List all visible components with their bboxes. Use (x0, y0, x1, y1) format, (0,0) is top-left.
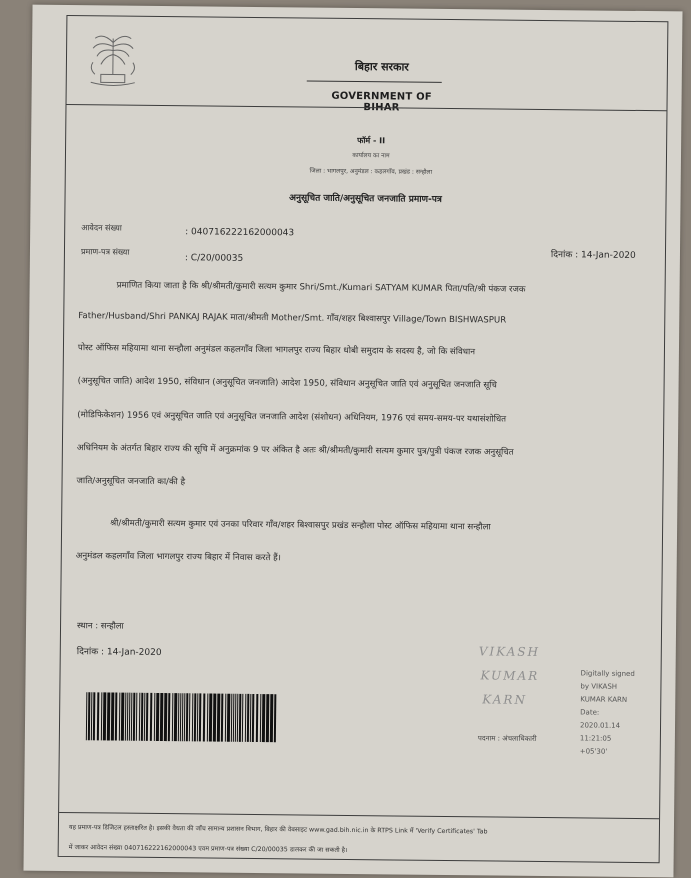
digital-line: +05'30' (579, 747, 608, 756)
barcode-bar (160, 693, 164, 741)
signature-script-1: VIKASH (478, 644, 541, 659)
barcode-bar (256, 694, 259, 742)
digital-line: by VIKASH (580, 682, 618, 691)
residence-line-1: श्री/श्रीमती/कुमारी सत्यम कुमार एवं उनका परिवार गाँव/शहर बिश्वासपुर प्रखंड सन्हौला पोस्ट ऑफिस महियामा थाना सन्हौला (110, 518, 491, 533)
barcode-bar (146, 693, 149, 741)
barcode-bar (107, 692, 111, 740)
certificate-frame (58, 15, 669, 863)
application-number-value: 040716222162000043 (191, 227, 295, 239)
barcode-bar (189, 693, 191, 741)
barcode-bar (213, 694, 217, 742)
barcode-bar (121, 693, 125, 741)
barcode-bar (252, 694, 255, 742)
barcode-bar (111, 692, 115, 740)
barcode-bar (266, 694, 270, 742)
body-line-4: (अनुसूचित जाति) आदेश 1950, संविधान (अनुसूचित जनजाति) आदेश 1950, संविधान अनुसूचित जाति एवं अनुसूचित जनजाति सूचि (77, 376, 497, 391)
form-number: फॉर्म - II (357, 136, 386, 146)
body-line-2: Father/Husband/Shri PANKAJ RAJAK माता/श्रीमती Mother/Smt. गाँव/शहर बिश्वासपुर Village/Town BISHWASPUR (78, 311, 507, 326)
issue-date: दिनांक : 14-Jan-2020 (550, 250, 636, 261)
barcode-bar (270, 694, 274, 742)
certificate-sheet (23, 5, 682, 878)
barcode-bar (97, 692, 100, 740)
application-number-row (81, 222, 122, 233)
barcode-bar (168, 693, 171, 741)
barcode-bar (221, 694, 224, 742)
barcode-bar (150, 693, 153, 741)
body-line-3: पोस्ट ऑफिस महियामा थाना सन्हौला अनुमंडल कहलगाँव जिला भागलपुर राज्य बिहार धोबी समुदाय के सदस्य है, जो कि संविधान (77, 343, 476, 358)
footer-rule (59, 812, 659, 819)
place-date: दिनांक : 14-Jan-2020 (76, 647, 162, 659)
body-line-6: अधिनियम के अंतर्गत बिहार राज्य की सूचि में अनुक्रमांक 9 पर अंकित है अतः श्री/श्रीमती/कुमारी सत्यम कुमार पुत्र/पुत्री पंकज रजक अनुसूचित (76, 443, 514, 458)
barcode-bar (103, 692, 107, 740)
office-location: जिला : भागलपुर, अनुमंडल : कहलगाँव, प्रखंड : सन्हौला (309, 167, 433, 176)
digital-line: KUMAR KARN (580, 695, 628, 704)
government-title-english: GOVERNMENT OF BIHAR (331, 90, 432, 114)
verification-note-line-1: यह प्रमाण-पत्र डिजिटल हस्ताक्षरित है। इसकी वैधता की जाँच सामान्य प्रशासन विभाग, बिहार की वेबसाइट www.gad.bih.nic.in के RTPS Link में 'Verify Certificates' Tab (68, 824, 488, 836)
certificate-number-label: प्रमाण-पत्र संख्या (80, 247, 130, 257)
digital-signature-block (580, 667, 661, 759)
certificate-number-row (81, 246, 130, 258)
barcode-bar (93, 692, 96, 740)
barcode-bar (203, 693, 206, 741)
barcode-bar (115, 693, 118, 741)
digital-line: Digitally signed (580, 669, 635, 678)
barcode-bar (164, 693, 168, 741)
barcode (86, 692, 282, 742)
barcode-bar (227, 694, 231, 742)
office-name: कार्यालय का नाम (352, 151, 390, 160)
barcode-bar (217, 694, 221, 742)
bihar-emblem-icon (85, 24, 142, 91)
barcode-bar (156, 693, 160, 741)
government-title-hindi: बिहार सरकार (354, 60, 409, 74)
barcode-bar (242, 694, 244, 742)
signature-script-2: KUMAR (480, 668, 540, 683)
signatory-designation: पदनाम : अंचलाधिकारी (477, 734, 537, 743)
body-line-5: (मोडिफिकेशन) 1956 एवं अनुसूचित जाति एवं अनुसूचित जनजाति आदेश (संशोधन) अधिनियम, 1976 एवं समय-समय-पर यथासंशोधित (77, 410, 507, 425)
barcode-bar (209, 694, 213, 742)
barcode-bar (274, 694, 277, 742)
barcode-bar (199, 693, 202, 741)
certificate-number-value: C/20/00035 (190, 253, 244, 264)
application-number-label: आवेदन संख्या (81, 223, 122, 233)
place-of-issue: स्थान : सन्हौला (76, 621, 124, 632)
signature-script-3: KARN (482, 692, 528, 707)
application-number-value-row: : 040716222162000043 (185, 227, 295, 239)
verification-note-line-2: में जाकर आवेदन संख्या 040716222162000043 एवम प्रमाण-पत्र संख्या C/20/00035 डालकर की जा सकती है। (68, 844, 348, 854)
certificate-number-value-row: : C/20/00035 (184, 253, 244, 264)
digital-line: 2020.01.14 (579, 721, 621, 730)
body-line-7: जाति/अनुसूचित जनजाति का/की है (76, 476, 186, 488)
body-line-1: प्रमाणित किया जाता है कि श्री/श्रीमती/कुमारी सत्यम कुमार Shri/Smt./Kumari SATYAM KUMAR पिता/पति/श्री पंकज रजक (116, 280, 526, 295)
header-divider (307, 80, 442, 82)
barcode-bar (262, 694, 266, 742)
barcode-bar (174, 693, 178, 741)
digital-line: Date: (580, 708, 600, 717)
certificate-title: अनुसूचित जाति/अनुसूचित जनजाति प्रमाण-पत्र (289, 193, 442, 205)
residence-line-2: अनुमंडल कहलगाँव जिला भागलपुर राज्य बिहार में निवास करते हैं। (75, 551, 281, 564)
barcode-bar (136, 693, 138, 741)
digital-line: 11:21:05 (579, 734, 612, 743)
